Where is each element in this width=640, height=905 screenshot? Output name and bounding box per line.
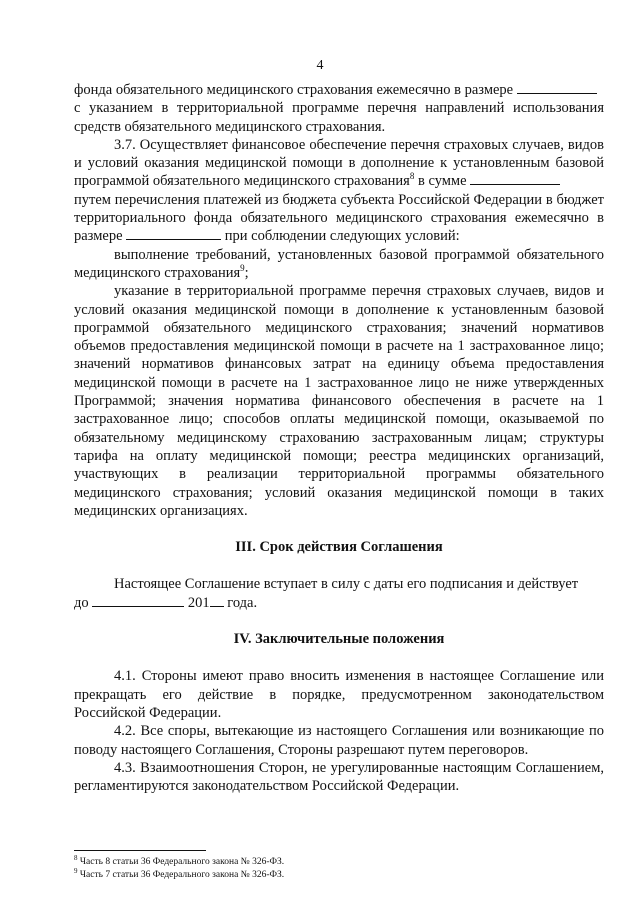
paragraph-4-2: 4.2. Все споры, вытекающие из настоящего Соглашения или возникающие по поводу настоящего Соглашения, Стороны разрешают путем переговоров. [74, 723, 604, 758]
paragraph-3-7: 3.7. Осуществляет финансовое обеспечение перечня страховых случаев, видов и условий оказания медицинской помощи в дополнение к установленным базовой программой обязательного медицинского страхования$^8$ в сумме [74, 136, 604, 190]
footnote-8: $^8$ Часть 8 статьи 36 Федерального закона № 326-ФЗ. [74, 853, 285, 867]
paragraph-4-3: 4.3. Взаимоотношения Сторон, не урегулированные настоящим Соглашением, регламентируются законодательством Российской Федерации. [74, 759, 604, 795]
section-3-title: III. Срок действия Соглашения [235, 539, 443, 556]
paragraph-fund-monthly: фонда обязательного медицинского страхования ежемесячно в размере [74, 81, 604, 99]
paragraph-requirements: выполнение требований, установленных базовой программой обязательного медицинского страхования$^9$; [74, 246, 604, 281]
footnote-divider [74, 850, 206, 851]
blank-line [210, 594, 224, 607]
section-4-title: IV. Заключительные положения [233, 631, 445, 648]
footnote-9: $^9$ Часть 7 статьи 36 Федерального закона № 326-ФЗ. [74, 866, 285, 880]
document-body [74, 81, 604, 795]
blank-line [517, 81, 597, 94]
footnotes [74, 853, 285, 881]
blank-line [470, 172, 560, 185]
blank-line [126, 227, 221, 240]
paragraph-territorial-program: с указанием в территориальной программе перечня направлений использования средств обязательного медицинского страхования. [74, 100, 604, 135]
paragraph-term: Настоящее Соглашение вступает в силу с даты его подписания и действует [114, 576, 579, 593]
paragraph-term-date: до 201 года. [74, 594, 258, 611]
page-number: 4 [316, 58, 324, 73]
paragraph-payments: путем перечисления платежей из бюджета субъекта Российской Федерации в бюджет территориального фонда обязательного медицинского страхования ежемесячно в размере при соблюдении следующих условий: [74, 191, 604, 245]
paragraph-indication: указание в территориальной программе перечня страховых случаев, видов и условий оказания медицинской помощи в дополнение к установленным базовой программой обязательного медицинского страхования; значений нормативов объемов предоставления медицинской помощи в расчете на 1 застрахованное лицо; значений нормативов финансовых затрат на единицу объема предоставления медицинской помощи в расчете на 1 застрахованное лицо не ниже утвержденных Программой; значения норматива финансового обеспечения в расчете на 1 застрахованное лицо; способов оплаты медицинской помощи, оказываемой по обязательному медицинскому страхованию застрахованным лицам; структуры тарифа на оплату медицинской помощи; реестра медицинских организаций, участвующих в реализации территориальной программы обязательного медицинского страхования; условий оказания медицинской помощи в таких медицинских организациях. [74, 283, 604, 519]
blank-line [92, 594, 184, 607]
paragraph-4-1: 4.1. Стороны имеют право вносить изменения в настоящее Соглашение или прекращать его действие в порядке, предусмотренном законодательством Российской Федерации. [74, 668, 604, 721]
